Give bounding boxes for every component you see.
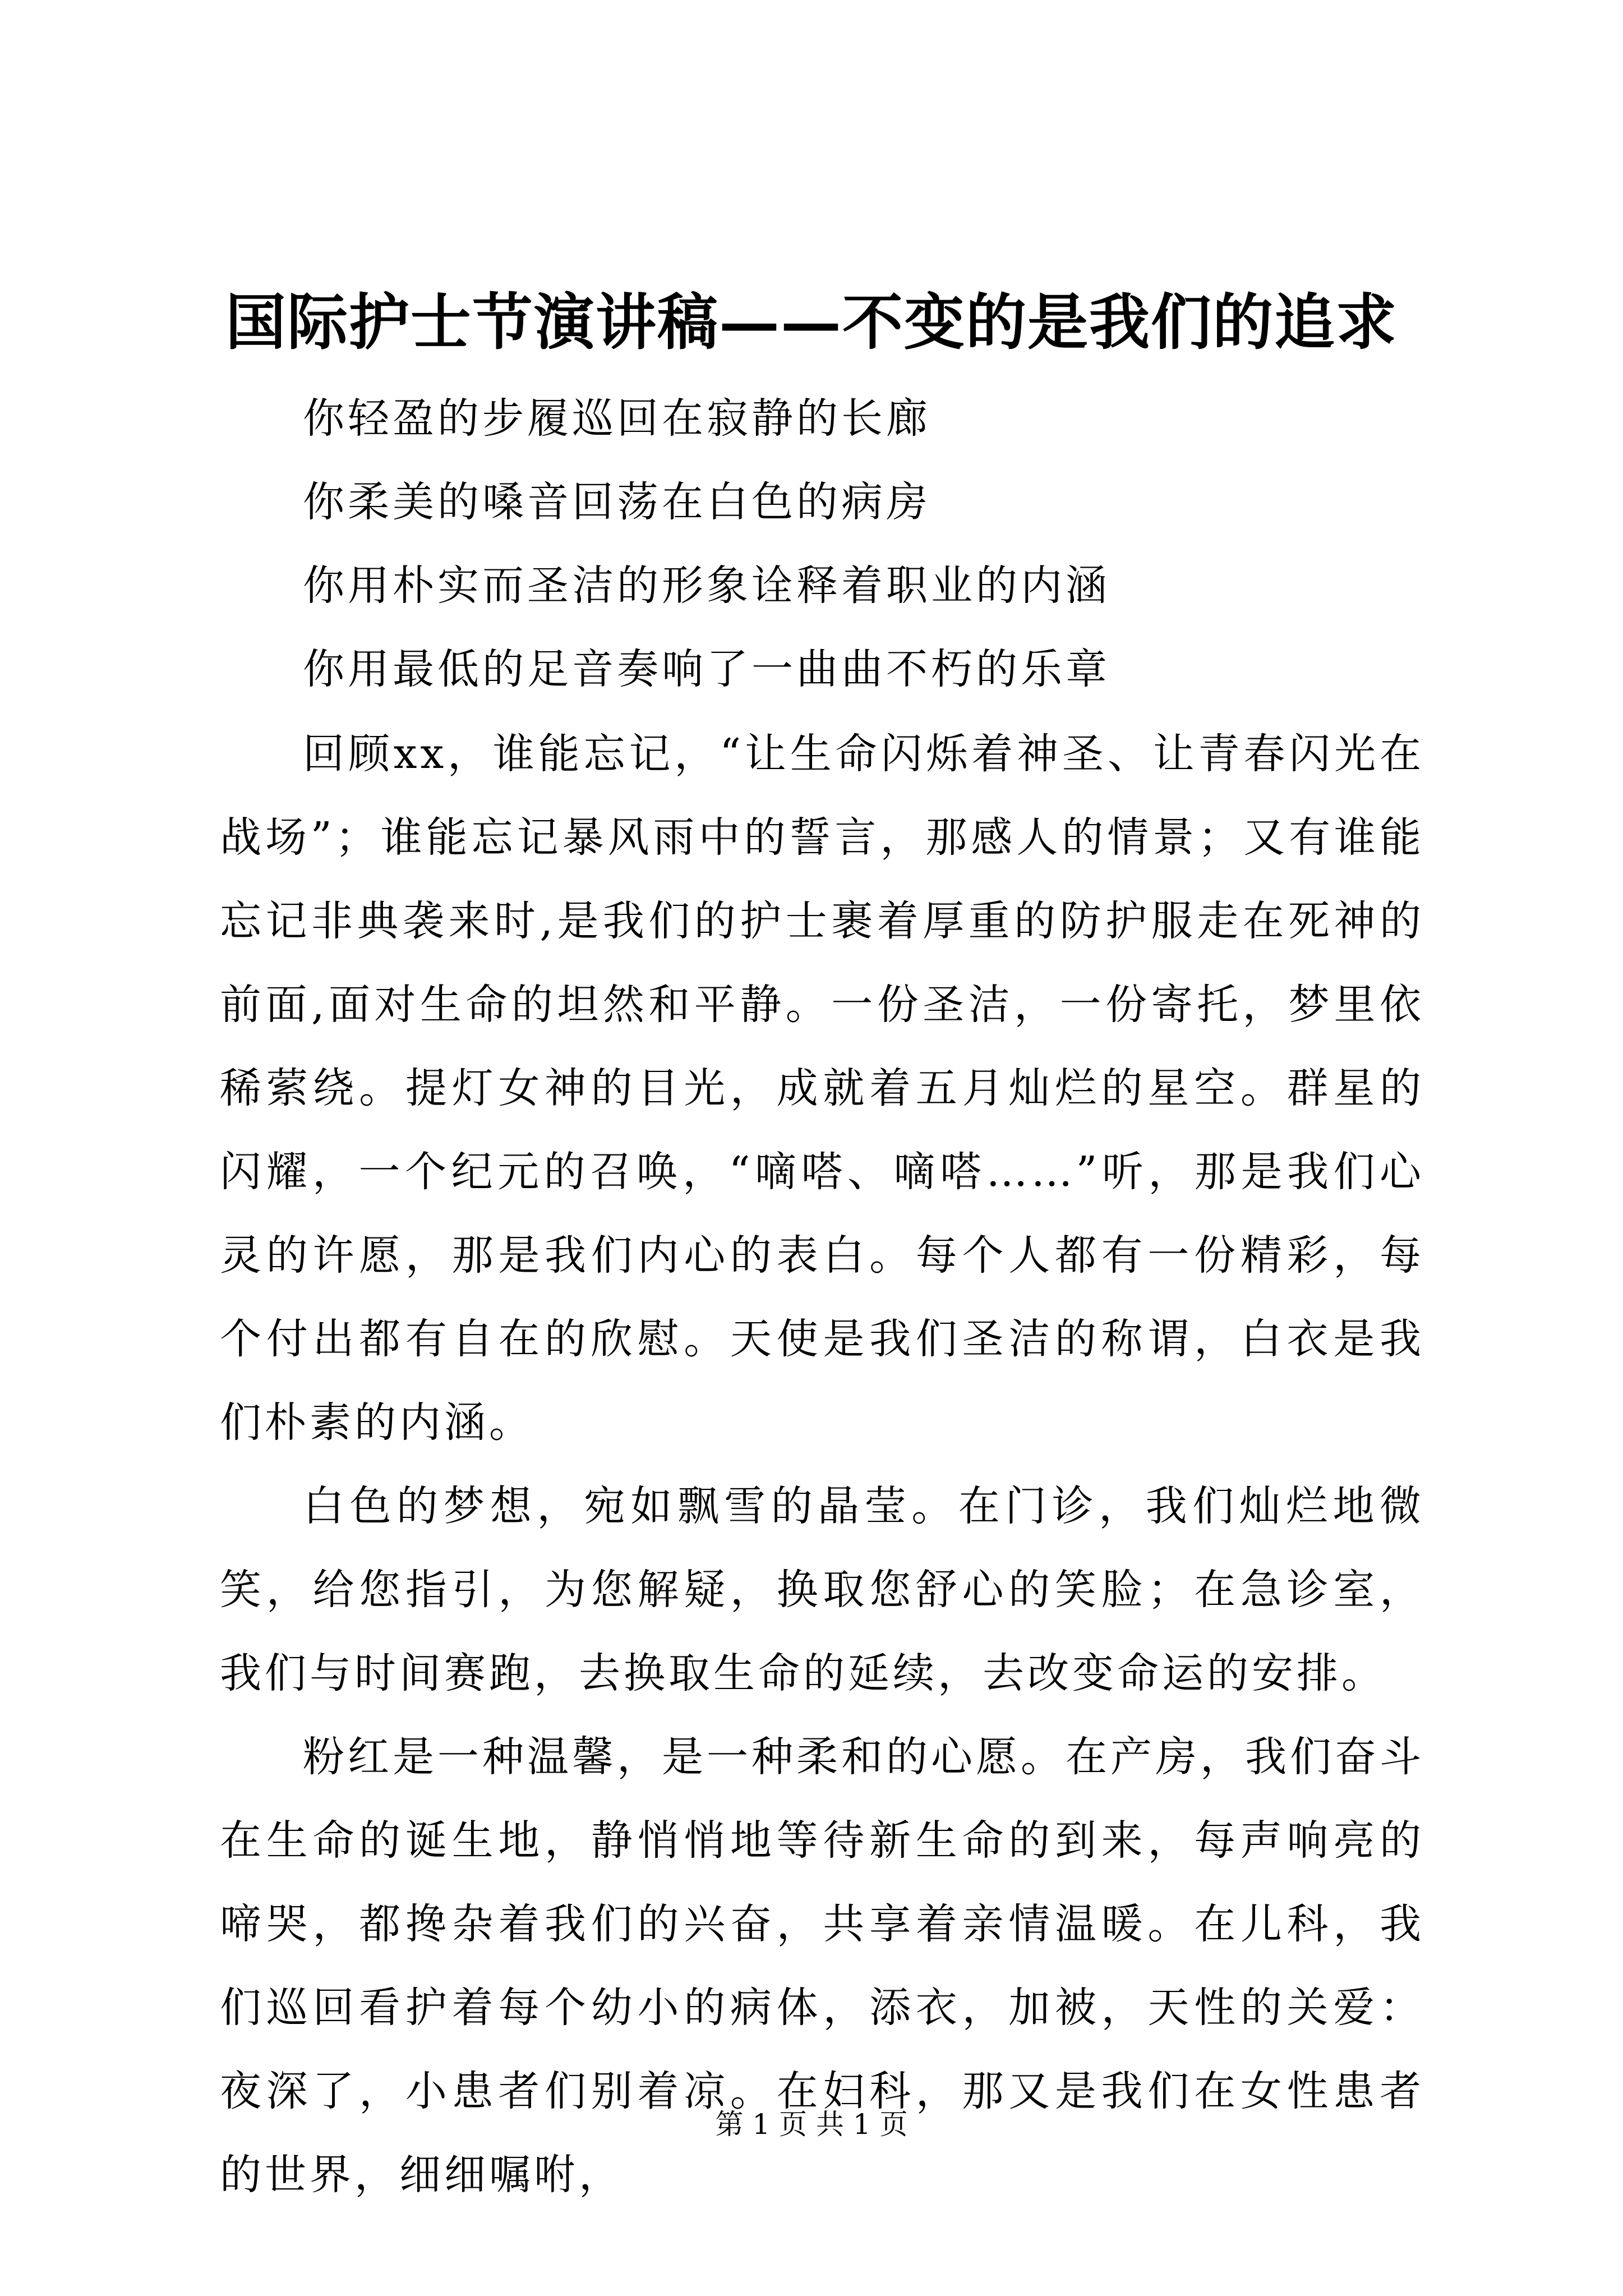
poem-line: 你用朴实而圣洁的形象诠释着职业的内涵 bbox=[303, 562, 1110, 610]
page-number-footer: 第 1 页 共 1 页 bbox=[715, 2108, 908, 2141]
document-title: 国际护士节演讲稿——不变的是我们的追求 bbox=[225, 287, 1398, 358]
poem-block bbox=[303, 377, 1424, 711]
body-text bbox=[220, 712, 1424, 2217]
paragraph: 白色的梦想，宛如飘雪的晶莹。在门诊，我们灿烂地微笑，给您指引，为您解疑，换取您舒心的笑脸；在急诊室，我们与时间赛跑，去换取生命的延续，去改变命运的安排。 bbox=[220, 1482, 1424, 1697]
poem-line: 你柔美的嗓音回荡在白色的病房 bbox=[303, 478, 931, 526]
poem-line: 你用最低的足音奏响了一曲曲不朽的乐章 bbox=[303, 645, 1110, 693]
paragraph: 回顾xx，谁能忘记，“让生命闪烁着神圣、让青春闪光在战场”；谁能忘记暴风雨中的誓言，那感人的情景；又有谁能忘记非典袭来时,是我们的护士裹着厚重的防护服走在死神的前面,面对生命的坦然和平静。一份圣洁，一份寄托，梦里依稀萦绕。提灯女神的目光，成就着五月灿烂的星空。群星的闪耀，一个纪元的召唤，“嘀嗒、嘀嗒……”听，那是我们心灵的许愿，那是我们内心的表白。每个人都有一份精彩，每个付出都有自在的欣慰。天使是我们圣洁的称谓，白衣是我们朴素的内涵。 bbox=[220, 730, 1424, 1447]
poem-line: 你轻盈的步履巡回在寂静的长廊 bbox=[303, 394, 931, 443]
paragraph: 粉红是一种温馨，是一种柔和的心愿。在产房，我们奋斗在生命的诞生地，静悄悄地等待新生命的到来，每声响亮的啼哭，都搀杂着我们的兴奋，共享着亲情温暖。在儿科，我们巡回看护着每个幼小的病体，添衣，加被，天性的关爱：夜深了，小患者们别着凉。在妇科，那又是我们在女性患者的世界，细细嘱咐， bbox=[220, 1733, 1424, 2199]
